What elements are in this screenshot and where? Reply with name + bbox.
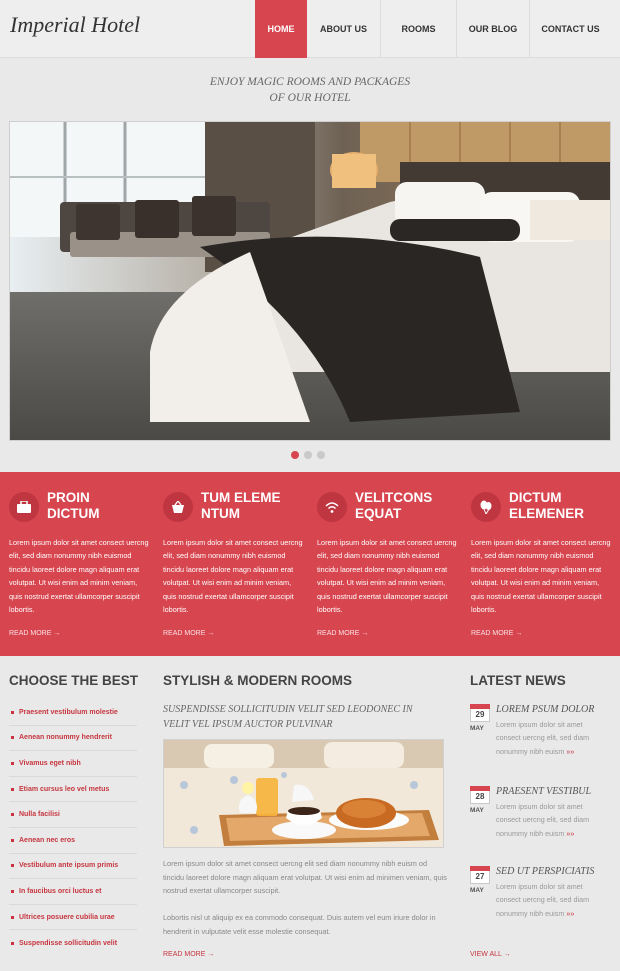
bullet-icon (11, 916, 14, 919)
rooms-read-more-link[interactable]: READ MORE → (163, 951, 215, 958)
balloon-icon (471, 492, 501, 522)
news-item-title[interactable]: LOREM PSUM DOLOR (496, 704, 595, 715)
feature-text: Lorem ipsum dolor sit amet consect uercng elit, sed diam nonummy nibh euismod tincidu laoreet dolore magn aliquam erat volutpat. Ut wisi enim ad minim veniam, quis nostrud exertat ullamcorper suscipit lobortis. (317, 538, 457, 615)
bullet-icon (11, 762, 14, 765)
feature-title: PROIN DICTUM (47, 490, 100, 521)
feature-read-more-link[interactable]: READ MORE → (471, 630, 523, 637)
list-item[interactable]: Praesent vestibulum molestie (9, 700, 137, 726)
list-item[interactable]: Vivamus eget nibh (9, 751, 137, 777)
bullet-icon (11, 813, 14, 816)
feature-read-more-link[interactable]: READ MORE → (163, 630, 215, 637)
news-more-link[interactable]: »» (566, 746, 575, 756)
list-item[interactable]: Etiam cursus leo vel metus (9, 777, 137, 803)
breakfast-image (163, 739, 444, 848)
nav-our-blog[interactable]: OUR BLOG (456, 0, 529, 58)
rooms-subtitle: SUSPENDISSE SOLLICITUDIN VELIT SED LEODONEC IN VELIT VEL IPSUM AUCTOR PULVINAR (163, 704, 413, 730)
bullet-icon (11, 864, 14, 867)
rooms-paragraph-2: Lobortis nisl ut aliquip ex ea commodo consequat. Duis autem vel eum iriure dolor in hendrerit in vulputate velit esse molestie consequat. (163, 913, 436, 936)
slider-dot-3[interactable] (317, 451, 325, 459)
news-item-title[interactable]: SED UT PERSPICIATIS (496, 866, 595, 877)
site-header (0, 0, 620, 58)
bullet-icon (11, 839, 14, 842)
list-item[interactable]: Nulla facilisi (9, 802, 137, 828)
choose-list (9, 700, 137, 956)
site-logo[interactable]: Imperial Hotel (10, 12, 141, 37)
slider-dot-1[interactable] (291, 451, 299, 459)
bullet-icon (11, 942, 14, 945)
news-item-text: Lorem ipsum dolor sit amet consect uercng elit, sed diam nonummy nibh euism »» (496, 720, 590, 756)
nav-about-us[interactable]: ABOUT US (320, 24, 367, 34)
news-item-text: Lorem ipsum dolor sit amet consect uercng elit, sed diam nonummy nibh euism »» (496, 802, 590, 838)
slider-dot-2[interactable] (304, 451, 312, 459)
basket-icon (163, 492, 193, 522)
list-item[interactable]: Ultrices posuere cubilia urae (9, 905, 137, 931)
list-item[interactable]: Suspendisse sollicitudin velit (9, 930, 137, 956)
rooms-paragraph-1: Lorem ipsum dolor sit amet consect uercng elit sed diam nonummy nibh euism od tincidu laoreet dolore magn aliquam erat volutpat. Ut wisi enim ad minimen veniam, quis nostrud exertat ullamcorper suscipit. (163, 859, 447, 896)
choose-title: CHOOSE THE BEST (9, 673, 139, 688)
list-item[interactable]: Vestibulum ante ipsum primis (9, 854, 137, 880)
calendar-icon: 29 MAY (470, 704, 490, 732)
calendar-icon: 27 MAY (470, 866, 490, 894)
bullet-icon (11, 788, 14, 791)
feature-title: TUM ELEME NTUM (201, 490, 281, 521)
wifi-icon (317, 492, 347, 522)
features-band (0, 472, 620, 656)
tagline (0, 74, 620, 106)
nav-home[interactable]: HOME (255, 0, 307, 58)
feature-read-more-link[interactable]: READ MORE → (317, 630, 369, 637)
hero-slider-image (9, 121, 611, 441)
list-item[interactable]: Aenean nonummy hendrerit (9, 726, 137, 752)
feature-read-more-link[interactable]: READ MORE → (9, 630, 61, 637)
list-item[interactable]: Aenean nec eros (9, 828, 137, 854)
tagline-line-1: ENJOY MAGIC ROOMS AND PACKAGES (209, 76, 411, 88)
news-title: LATEST NEWS (470, 673, 566, 688)
breakfast-tray-illustration (164, 740, 444, 848)
news-item-title[interactable]: PRAESENT VESTIBUL (496, 786, 592, 797)
list-item[interactable]: In faucibus orci luctus et (9, 879, 137, 905)
bullet-icon (11, 890, 14, 893)
slider-dots (291, 451, 325, 459)
calendar-icon: 28 MAY (470, 786, 490, 814)
hotel-room-illustration (10, 122, 611, 441)
feature-title: DICTUM ELEMENER (509, 490, 585, 521)
rooms-title: STYLISH & MODERN ROOMS (163, 673, 353, 688)
news-item-text: Lorem ipsum dolor sit amet consect uercng elit, sed diam nonummy nibh euism »» (496, 882, 590, 918)
briefcase-icon (9, 492, 39, 522)
feature-text: Lorem ipsum dolor sit amet consect uercng elit, sed diam nonummy nibh euismod tincidu laoreet dolore magn aliquam erat volutpat. Ut wisi enim ad minim veniam, quis nostrud exertat ullamcorper suscipit lobortis. (163, 538, 303, 615)
view-all-link[interactable]: VIEW ALL → (470, 951, 511, 958)
nav-contact-us[interactable]: CONTACT US (529, 0, 611, 58)
news-more-link[interactable]: »» (566, 908, 575, 918)
bullet-icon (11, 736, 14, 739)
feature-text: Lorem ipsum dolor sit amet consect uercng elit, sed diam nonummy nibh euismod tincidu laoreet dolore magn aliquam erat volutpat. Ut wisi enim ad minim veniam, quis nostrud exertat ullamcorper suscipit lobortis. (9, 538, 149, 615)
main-nav (255, 0, 611, 58)
bullet-icon (11, 711, 14, 714)
nav-rooms[interactable]: ROOMS (380, 0, 456, 58)
feature-text: Lorem ipsum dolor sit amet consect uercng elit, sed diam nonummy nibh euismod tincidu laoreet dolore magn aliquam erat volutpat. Ut wisi enim ad minim veniam, quis nostrud exertat ullamcorper suscipit lobortis. (471, 538, 611, 615)
tagline-line-2: OF OUR HOTEL (269, 92, 351, 104)
feature-title: VELITCONS EQUAT (355, 490, 433, 521)
news-more-link[interactable]: »» (566, 828, 575, 838)
